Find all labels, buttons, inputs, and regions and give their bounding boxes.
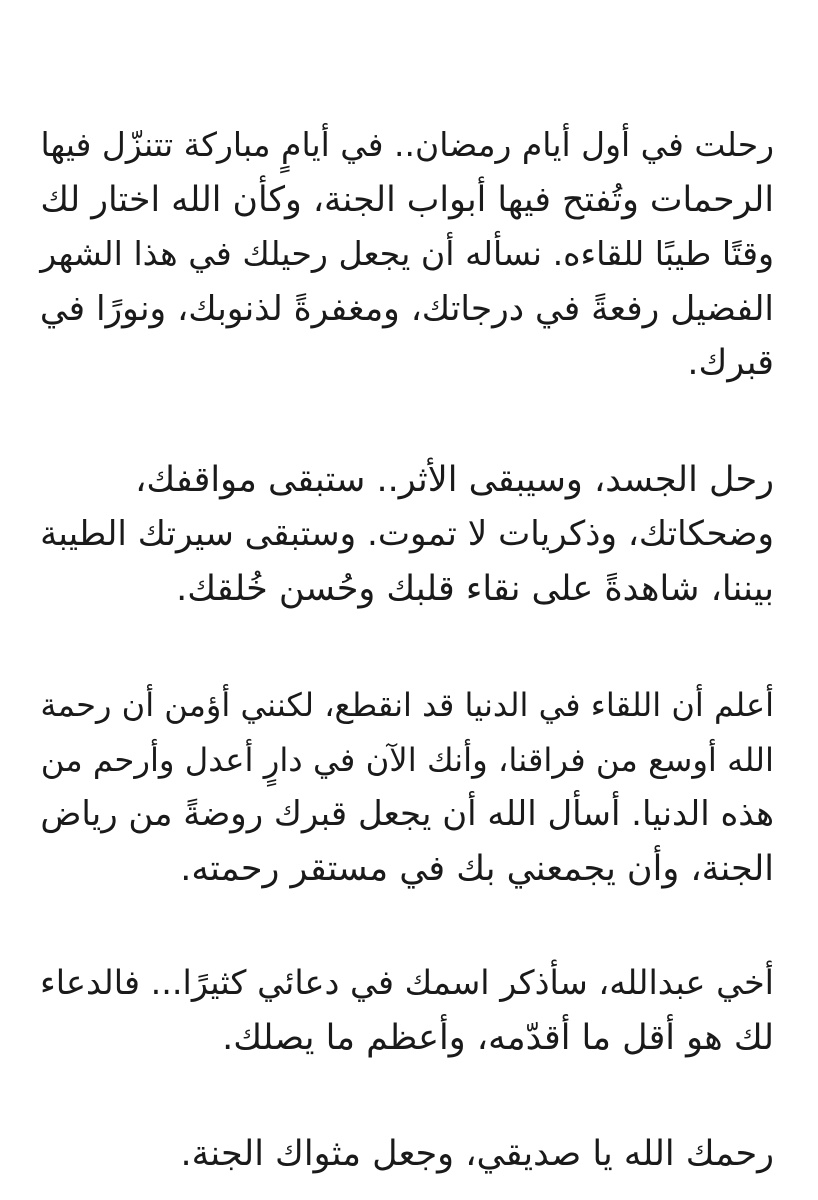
text-line: الجنة، وأن يجمعني بك في مستقر رحمته. (180, 848, 774, 889)
text-line: أعلم أن اللقاء في الدنيا قد انقطع، لكنني أؤمن أن رحمة (40, 686, 774, 724)
text-line: قبرك. (687, 343, 774, 383)
text-line: أخي عبدالله، سأذكر اسمك في دعائي كثيرًا... فالدعاء (40, 963, 774, 1002)
paragraph-closing (40, 1127, 774, 1182)
text-line: رحل الجسد، وسيبقى الأثر.. ستبقى مواقفك، (135, 459, 774, 500)
paragraph-ramadan (40, 118, 774, 391)
text-line: الله أوسع من فراقنا، وأنك الآن في دارٍ أعدل وأرحم من (40, 740, 774, 779)
text-line: بيننا، شاهدةً على نقاء قلبك وحُسن خُلقك. (176, 568, 774, 609)
text-line: رحلت في أول أيام رمضان.. في أيامٍ مباركة تتنزّل فيها (40, 125, 774, 164)
paragraph-legacy (40, 453, 774, 617)
note-body (0, 118, 818, 1182)
text-line: وقتًا طيبًا للقاءه. نسأله أن يجعل رحيلك في هذا الشهر (40, 234, 774, 273)
paragraph-mercy (40, 678, 774, 896)
paragraph-prayer (40, 956, 774, 1065)
text-line: الفضيل رفعةً في درجاتك، ومغفرةً لذنوبك، ونورًا في (39, 288, 774, 329)
text-line: رحمك الله يا صديقي، وجعل مثواك الجنة. (180, 1134, 774, 1174)
text-line: هذه الدنيا. أسأل الله أن يجعل قبرك روضةً من رياض (40, 794, 774, 834)
text-line: الرحمات وتُفتح فيها أبواب الجنة، وكأن الله اختار لك (40, 179, 774, 220)
text-line: لك هو أقل ما أقدّمه، وأعظم ما يصلك. (222, 1017, 774, 1058)
text-line: وضحكاتك، وذكريات لا تموت. وستبقى سيرتك الطيبة (40, 514, 774, 554)
